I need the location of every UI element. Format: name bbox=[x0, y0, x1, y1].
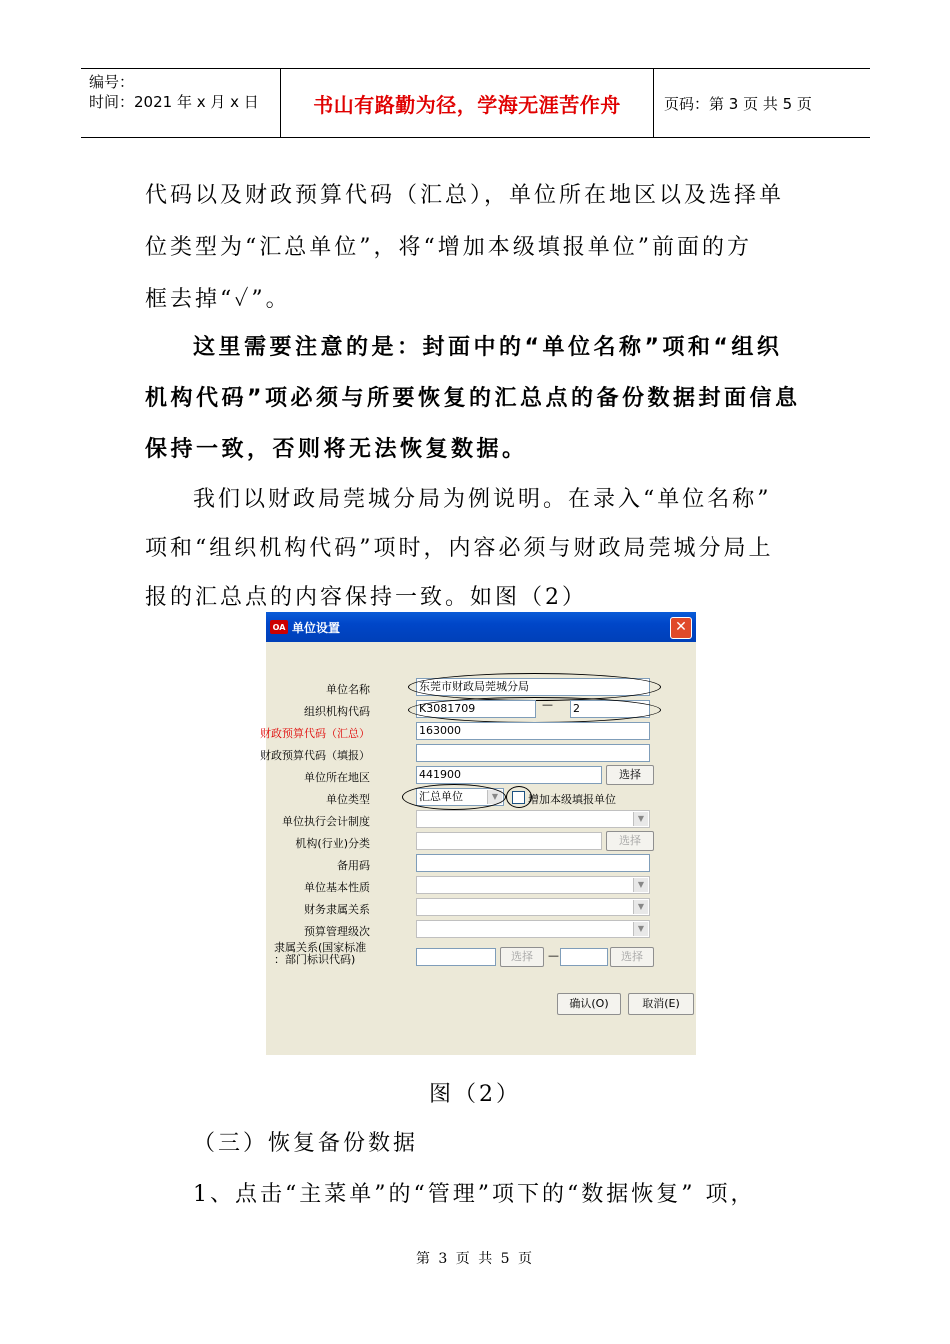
relation-select-button[interactable]: 选择 bbox=[500, 947, 544, 967]
budget-code-fill-label: 财政预算代码（填报） bbox=[260, 749, 370, 762]
unit-name-input[interactable]: 东莞市财政局莞城分局 bbox=[416, 678, 650, 696]
dialog-titlebar bbox=[266, 612, 696, 642]
paragraph-line: 报的汇总点的内容保持一致。如图（2） bbox=[145, 585, 587, 610]
basic-nature-select[interactable] bbox=[416, 876, 650, 894]
paragraph-line: 框去掉“✓”。 bbox=[145, 287, 291, 312]
finance-relation-label: 财务隶属关系 bbox=[304, 903, 370, 916]
unit-type-value: 汇总单位 bbox=[419, 790, 463, 803]
basic-nature-label: 单位基本性质 bbox=[304, 881, 370, 894]
backup-code-label: 备用码 bbox=[337, 859, 370, 872]
region-select-button[interactable]: 选择 bbox=[606, 765, 654, 785]
row-basic-nature bbox=[266, 876, 696, 896]
unit-name-label: 单位名称 bbox=[326, 683, 370, 696]
row-budget-level bbox=[266, 920, 696, 940]
org-code-input[interactable]: K3081709 bbox=[416, 700, 536, 718]
row-accounting bbox=[266, 810, 696, 830]
industry-select-button[interactable]: 选择 bbox=[606, 831, 654, 851]
highlight-oval bbox=[408, 697, 661, 723]
section-heading: （三）恢复备份数据 bbox=[193, 1131, 419, 1156]
relation-dept-select-button[interactable]: 选择 bbox=[610, 947, 654, 967]
figure-caption: 图（2） bbox=[429, 1082, 521, 1107]
paragraph-line: 位类型为“汇总单位”，将“增加本级填报单位”前面的方 bbox=[145, 235, 752, 260]
budget-level-select[interactable] bbox=[416, 920, 650, 938]
accounting-label: 单位执行会计制度 bbox=[282, 815, 370, 828]
dialog-title: 单位设置 bbox=[292, 620, 341, 635]
highlight-oval bbox=[402, 784, 506, 810]
industry-input[interactable] bbox=[416, 832, 602, 850]
row-industry bbox=[266, 832, 696, 852]
header-number: 编号： bbox=[89, 73, 135, 91]
paragraph-line: 1、点击“主菜单”的“管理”项下的“数据恢复” 项， bbox=[193, 1182, 756, 1207]
relation-code-input[interactable] bbox=[416, 948, 496, 966]
row-relation bbox=[266, 941, 696, 974]
header-meta bbox=[81, 69, 281, 137]
paragraph-line: 机构代码”项必须与所要恢复的汇总点的备份数据封面信息 bbox=[145, 386, 801, 411]
paragraph-line: 代码以及财政预算代码（汇总），单位所在地区以及选择单 bbox=[145, 183, 785, 208]
unit-settings-dialog bbox=[260, 612, 696, 1055]
row-finance-relation bbox=[266, 898, 696, 918]
header-page-info: 页码：第 3 页 共 5 页 bbox=[664, 94, 812, 113]
paragraph-line: 保持一致，否则将无法恢复数据。 bbox=[145, 437, 528, 462]
paragraph-line: 项和“组织机构代码”项时，内容必须与财政局莞城分局上 bbox=[145, 536, 774, 561]
accounting-select[interactable] bbox=[416, 810, 650, 828]
chevron-down-icon: ▼ bbox=[633, 878, 648, 892]
chevron-down-icon: ▼ bbox=[633, 922, 648, 936]
finance-relation-select[interactable] bbox=[416, 898, 650, 916]
relation-dept-input[interactable] bbox=[560, 948, 608, 966]
org-code-label: 组织机构代码 bbox=[304, 705, 370, 718]
org-code-suffix-input[interactable]: 2 bbox=[570, 700, 650, 718]
org-code-dash: — bbox=[542, 698, 553, 711]
chevron-down-icon: ▼ bbox=[633, 900, 648, 914]
highlight-oval bbox=[506, 786, 532, 808]
row-backup-code bbox=[266, 854, 696, 874]
row-budget-code-fill bbox=[260, 744, 696, 764]
relation-dash: — bbox=[548, 949, 559, 962]
unit-type-label: 单位类型 bbox=[326, 793, 370, 806]
budget-code-fill-input[interactable] bbox=[416, 744, 650, 762]
budget-code-summary-label: 财政预算代码（汇总） bbox=[260, 727, 370, 740]
chevron-down-icon: ▼ bbox=[633, 812, 648, 826]
budget-level-label: 预算管理级次 bbox=[304, 925, 370, 938]
budget-code-summary-input[interactable]: 163000 bbox=[416, 722, 650, 740]
confirm-button[interactable]: 确认(O) bbox=[557, 993, 621, 1015]
region-label: 单位所在地区 bbox=[304, 771, 370, 784]
backup-code-input[interactable] bbox=[416, 854, 650, 872]
relation-label-line: 隶属关系(国家标准 bbox=[274, 941, 367, 954]
header-motto: 书山有路勤为径，学海无涯苦作舟 bbox=[281, 69, 654, 137]
paragraph-line: 这里需要注意的是：封面中的“单位名称”项和“组织 bbox=[193, 335, 783, 360]
row-budget-code-summary bbox=[260, 722, 696, 742]
chevron-down-icon: ▼ bbox=[487, 790, 502, 804]
relation-label-line: ：部门标识代码) bbox=[274, 953, 356, 966]
add-level-label: 增加本级填报单位 bbox=[528, 793, 616, 806]
paragraph-line: 我们以财政局莞城分局为例说明。在录入“单位名称” bbox=[193, 487, 772, 512]
row-region bbox=[266, 766, 696, 786]
close-button[interactable]: ✕ bbox=[670, 617, 692, 639]
page-footer: 第 3 页 共 5 页 bbox=[415, 1251, 535, 1267]
header-time: 时间：2021 年 x 月 x 日 bbox=[89, 93, 259, 111]
relation-label bbox=[274, 942, 366, 966]
app-icon: OA bbox=[270, 620, 288, 634]
industry-label: 机构(行业)分类 bbox=[295, 837, 370, 850]
page-header bbox=[81, 68, 870, 138]
cancel-button[interactable]: 取消(E) bbox=[628, 993, 694, 1015]
region-input[interactable]: 441900 bbox=[416, 766, 602, 784]
